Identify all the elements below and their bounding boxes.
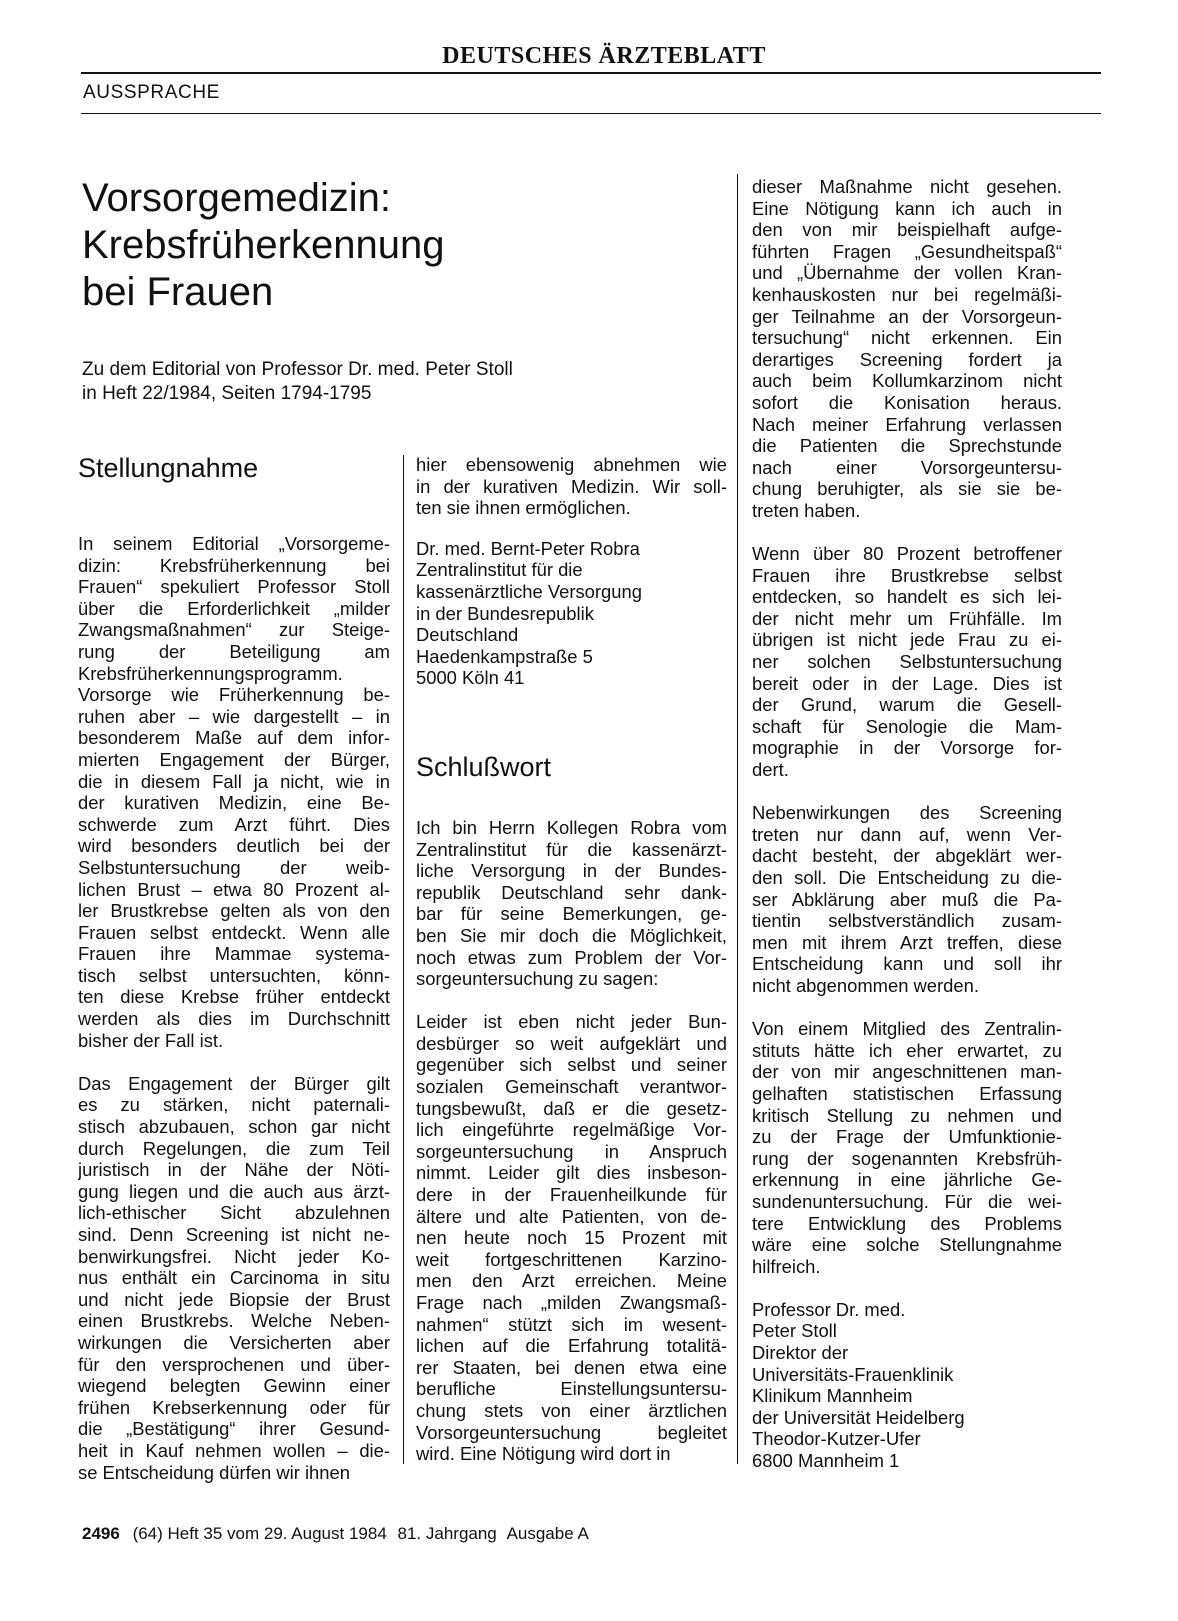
- text-line: ler Brustkrebse gelten als von den: [78, 900, 390, 922]
- text-line: ruhen aber – wie dargestellt – in: [78, 705, 390, 727]
- text-line: chung stets von einer ärztlichen: [416, 1399, 727, 1421]
- section-label: AUSSPRACHE: [83, 82, 220, 103]
- article-title: [82, 175, 682, 316]
- text-line: lichen auf die Erfahrung totalitä-: [416, 1335, 727, 1357]
- text-line: Zu dem Editorial von Professor Dr. med. Peter Stoll: [82, 359, 513, 380]
- text-line: wäre eine solche Stellungnahme: [752, 1234, 1062, 1256]
- text-line: die „Bestätigung“ ihrer Gesund-: [78, 1418, 390, 1440]
- text-line: werden als dies im Durchschnitt: [78, 1008, 390, 1030]
- paragraph: [752, 543, 1062, 781]
- paragraph: [416, 817, 727, 990]
- text-line: Theodor-Kutzer-Ufer: [752, 1428, 921, 1450]
- text-line: kassenärztliche Versorgung: [416, 580, 642, 602]
- text-line: Vorsorgemedizin:: [82, 176, 392, 220]
- text-line: dizin: Krebsfrüherkennung bei: [78, 554, 390, 576]
- text-line: Zentralinstitut für die: [416, 559, 583, 581]
- text-line: kenhauskosten nur bei regelmäßi-: [752, 283, 1062, 305]
- text-line: es zu stärken, nicht paternali-: [78, 1094, 390, 1116]
- text-line: lichen Brust – etwa 80 Prozent al-: [78, 878, 390, 900]
- text-line: lich eingeführte regelmäßige Vor-: [416, 1119, 727, 1141]
- text-line: tisch selbst untersuchten, könn-: [78, 964, 390, 986]
- text-line: Frauen ihre Brustkrebse selbst: [752, 564, 1062, 586]
- text-line: Das Engagement der Bürger gilt: [78, 1072, 390, 1094]
- text-line: juristisch in der Nähe der Nöti-: [78, 1159, 390, 1181]
- text-line: sundenuntersuchung. Für die wei-: [752, 1190, 1062, 1212]
- paragraph: [78, 1073, 390, 1483]
- text-line: weit fortgeschrittenen Karzino-: [416, 1248, 727, 1270]
- text-line: benwirkungsfrei. Nicht jeder Ko-: [78, 1245, 390, 1267]
- text-line: besonderem Maße auf dem infor-: [78, 727, 390, 749]
- text-line: Krebsfrüherkennungsprogramm.: [78, 662, 343, 684]
- text-line: ältere und alte Patienten, von de-: [416, 1205, 727, 1227]
- text-line: dieser Maßnahme nicht gesehen.: [752, 176, 1062, 197]
- text-line: Haedenkampstraße 5: [416, 645, 593, 667]
- issue-reference: (64) Heft 35 vom 29. August 1984: [132, 1524, 387, 1543]
- text-line: tungsbewußt, daß er die gesetz-: [416, 1097, 727, 1119]
- text-line: wird. Eine Nötigung wird dort in: [416, 1443, 671, 1465]
- text-line: bereit oder in der Lage. Dies ist: [752, 672, 1062, 694]
- text-line: liche Versorgung in der Bundes-: [416, 860, 727, 882]
- heading-schlusswort: Schlußwort: [416, 751, 552, 782]
- text-line: nahmen“ stützt sich im wesent-: [416, 1313, 727, 1335]
- text-line: Frauen“ spekuliert Professor Stoll: [78, 576, 390, 598]
- text-line: Nach meiner Erfahrung verlassen: [752, 413, 1062, 435]
- text-line: hier ebensowenig abnehmen wie: [416, 454, 727, 475]
- text-line: noch etwas zum Problem der Vor-: [416, 946, 727, 968]
- text-line: Frauen selbst entdeckt. Wenn alle: [78, 921, 390, 943]
- text-line: sozialen Gemeinschaft verantwor-: [416, 1076, 727, 1098]
- text-line: Deutschland: [416, 624, 519, 646]
- text-line: treten haben.: [752, 499, 861, 521]
- page-footer: [82, 1523, 595, 1545]
- paragraph: [752, 1018, 1062, 1277]
- text-line: und „Übernahme der vollen Kran-: [752, 262, 1062, 284]
- text-line: nach einer Vorsorgeuntersu-: [752, 456, 1062, 478]
- text-line: Eine Nötigung kann ich auch in: [752, 197, 1062, 219]
- text-line: heit in Kauf nehmen wollen – die-: [78, 1439, 390, 1461]
- column-3: [752, 176, 1062, 1472]
- text-line: Von einem Mitglied des Zentralin-: [752, 1018, 1062, 1040]
- text-line: den von mir beispielhaft aufge-: [752, 219, 1062, 241]
- text-line: wird besonders deutlich bei der: [78, 835, 390, 857]
- text-line: rung der sogenannten Krebsfrüh-: [752, 1147, 1062, 1169]
- text-line: bisher der Fall ist.: [78, 1029, 224, 1051]
- text-line: rer Staaten, bei denen etwa eine: [416, 1356, 727, 1378]
- text-line: durch Regelungen, die zum Teil: [78, 1137, 390, 1159]
- text-line: ger Teilnahme an der Vorsorgeun-: [752, 305, 1062, 327]
- text-line: Dr. med. Bernt-Peter Robra: [416, 537, 640, 559]
- text-line: gelhaften statistischen Erfassung: [752, 1082, 1062, 1104]
- text-line: Direktor der: [752, 1342, 849, 1364]
- text-line: dert.: [752, 759, 789, 781]
- text-line: rung der Beteiligung am: [78, 640, 390, 662]
- masthead: DEUTSCHES ÄRZTEBLATT: [442, 43, 766, 69]
- text-line: sind. Denn Screening ist nicht ne-: [78, 1224, 390, 1245]
- text-line: Ich bin Herrn Kollegen Robra vom: [416, 816, 727, 838]
- text-line: nus enthält ein Carcinoma in situ: [78, 1267, 390, 1289]
- text-line: entdecken, so handelt es sich lei-: [752, 586, 1062, 608]
- text-line: derartiges Screening fordert ja: [752, 348, 1062, 370]
- text-line: Frauen ihre Mammae systema-: [78, 943, 390, 965]
- text-line: frühen Krebserkennung oder für: [78, 1396, 390, 1418]
- author-address-robra: [416, 538, 727, 689]
- paragraph: [416, 1011, 727, 1464]
- text-line: stisch abzubauen, schon gar nicht: [78, 1116, 390, 1138]
- text-line: Entscheidung kann und soll ihr: [752, 953, 1062, 975]
- text-line: einen Brustkrebs. Welche Neben-: [78, 1310, 390, 1332]
- text-line: zu der Frage der Umfunktionie-: [752, 1126, 1062, 1148]
- column-2: [416, 454, 727, 1465]
- text-line: men den Arzt erreichen. Meine: [416, 1270, 727, 1292]
- edition: Ausgabe A: [506, 1524, 589, 1543]
- text-line: Vorsorgeuntersuchung begleitet: [416, 1421, 727, 1443]
- text-line: Leider ist eben nicht jeder Bun-: [416, 1011, 727, 1033]
- text-line: dere in der Frauenheilkunde für: [416, 1184, 727, 1206]
- volume: 81. Jahrgang: [397, 1524, 497, 1543]
- text-line: nen heute noch 15 Prozent mit: [416, 1227, 727, 1249]
- text-line: men mit ihrem Arzt treffen, diese: [752, 931, 1062, 953]
- text-line: hilfreich.: [752, 1255, 821, 1277]
- text-line: Zwangsmaßnahmen“ zur Steige-: [78, 619, 390, 641]
- column-1: [78, 452, 390, 1483]
- text-line: wiegend belegten Gewinn einer: [78, 1375, 390, 1397]
- text-line: in Heft 22/1984, Seiten 1794-1795: [82, 383, 372, 404]
- page-number: 2496: [82, 1524, 120, 1543]
- text-line: 5000 Köln 41: [416, 667, 525, 689]
- paragraph: [752, 802, 1062, 996]
- text-line: Zentralinstitut für die kassenärzt-: [416, 838, 727, 860]
- text-line: republik Deutschland sehr dank-: [416, 881, 727, 903]
- text-line: Wenn über 80 Prozent betroffener: [752, 543, 1062, 565]
- text-line: desbürger so weit aufgeklärt und: [416, 1032, 727, 1054]
- text-line: gegenüber sich selbst und seiner: [416, 1054, 727, 1076]
- text-line: ten diese Krebse früher entdeckt: [78, 986, 390, 1008]
- text-line: Selbstuntersuchung der weib-: [78, 856, 390, 878]
- text-line: ben Sie mir doch die Möglichkeit,: [416, 924, 727, 946]
- text-line: die Patienten die Sprechstunde: [752, 435, 1062, 457]
- paragraph: [416, 454, 727, 519]
- text-line: wirkungen die Versicherten aber: [78, 1331, 390, 1353]
- text-line: Klinikum Mannheim: [752, 1385, 913, 1407]
- text-line: der nicht mehr um Frühfälle. Im: [752, 607, 1062, 629]
- article-subtitle: [82, 358, 682, 406]
- text-line: tersuchung“ nicht erkennen. Ein: [752, 327, 1062, 349]
- text-line: der von mir angeschnittenen man-: [752, 1061, 1062, 1083]
- text-line: in der kurativen Medizin. Wir soll-: [416, 475, 727, 497]
- heading-stellungnahme: Stellungnahme: [78, 453, 259, 483]
- text-line: mierten Engagement der Bürger,: [78, 748, 390, 770]
- text-line: übrigen ist nicht jede Frau zu ei-: [752, 629, 1062, 651]
- text-line: der Universität Heidelberg: [752, 1406, 965, 1428]
- text-line: sorgeuntersuchung zu sagen:: [416, 968, 659, 990]
- author-signature-stoll: [752, 1299, 1062, 1472]
- text-line: chung beruhigter, als sie sie be-: [752, 478, 1062, 500]
- text-line: ser Abklärung aber muß die Pa-: [752, 888, 1062, 910]
- text-line: bei Frauen: [82, 270, 274, 314]
- text-line: der kurativen Medizin, eine Be-: [78, 792, 390, 814]
- text-line: lich-ethischer Sicht abzulehnen: [78, 1202, 390, 1224]
- text-line: schwerde zum Arzt führt. Dies: [78, 813, 390, 835]
- column-divider-1: [403, 455, 404, 1464]
- text-line: schaft für Senologie die Mam-: [752, 715, 1062, 737]
- paragraph: [752, 176, 1062, 522]
- text-line: Nebenwirkungen des Screening: [752, 802, 1062, 824]
- text-line: In seinem Editorial „Vorsorgeme-: [78, 533, 390, 554]
- text-line: gung liegen und die auch aus ärzt-: [78, 1180, 390, 1202]
- header-rule-top: [81, 72, 1101, 74]
- text-line: tientin selbstverständlich zusam-: [752, 910, 1062, 932]
- text-line: auch beim Kollumkarzinom nicht: [752, 370, 1062, 392]
- text-line: tere Entwicklung des Problems: [752, 1212, 1062, 1234]
- text-line: mographie in der Vorsorge for-: [752, 737, 1062, 759]
- text-line: Peter Stoll: [752, 1320, 837, 1342]
- text-line: stituts hätte ich eher erwartet, zu: [752, 1039, 1062, 1061]
- text-line: se Entscheidung dürfen wir ihnen: [78, 1461, 350, 1483]
- text-line: kritisch Stellung zu nehmen und: [752, 1104, 1062, 1126]
- paragraph: [78, 533, 390, 1051]
- text-line: und nicht jede Biopsie der Brust: [78, 1288, 390, 1310]
- text-line: Frage nach „milden Zwangsmaß-: [416, 1292, 727, 1313]
- text-line: sorgeuntersuchung in Anspruch: [416, 1140, 727, 1162]
- text-line: den soll. Die Entscheidung zu die-: [752, 867, 1062, 888]
- column-divider-2: [737, 174, 738, 1464]
- text-line: über die Erforderlichkeit „milder: [78, 597, 390, 619]
- text-line: Krebsfrüherkennung: [82, 223, 445, 267]
- text-line: für den versprochenen und über-: [78, 1353, 390, 1375]
- text-line: führten Fragen „Gesundheitspaß“: [752, 240, 1062, 262]
- text-line: nimmt. Leider gilt dies insbeson-: [416, 1162, 727, 1184]
- text-line: Vorsorge wie Früherkennung be-: [78, 684, 390, 706]
- text-line: die in diesem Fall ja nicht, wie in: [78, 770, 390, 792]
- text-line: sofort die Konisation heraus.: [752, 391, 1062, 413]
- text-line: ten sie ihnen ermöglichen.: [416, 497, 631, 519]
- text-line: Universitäts-Frauenklinik: [752, 1363, 954, 1385]
- text-line: ner solchen Selbstuntersuchung: [752, 651, 1062, 673]
- text-line: dacht besteht, der abgeklärt wer-: [752, 845, 1062, 867]
- text-line: berufliche Einstellungsuntersu-: [416, 1378, 727, 1400]
- text-line: 6800 Mannheim 1: [752, 1450, 900, 1472]
- text-line: bar für seine Bemerkungen, ge-: [416, 903, 727, 925]
- text-line: der Grund, warum die Gesell-: [752, 694, 1062, 716]
- text-line: treten nur dann auf, wenn Ver-: [752, 823, 1062, 845]
- header-rule-bottom: [81, 113, 1101, 114]
- text-line: nicht abgenommen werden.: [752, 974, 979, 996]
- text-line: in der Bundesrepublik: [416, 602, 594, 624]
- text-line: erkennung in eine jährliche Ge-: [752, 1169, 1062, 1191]
- text-line: Professor Dr. med.: [752, 1298, 906, 1320]
